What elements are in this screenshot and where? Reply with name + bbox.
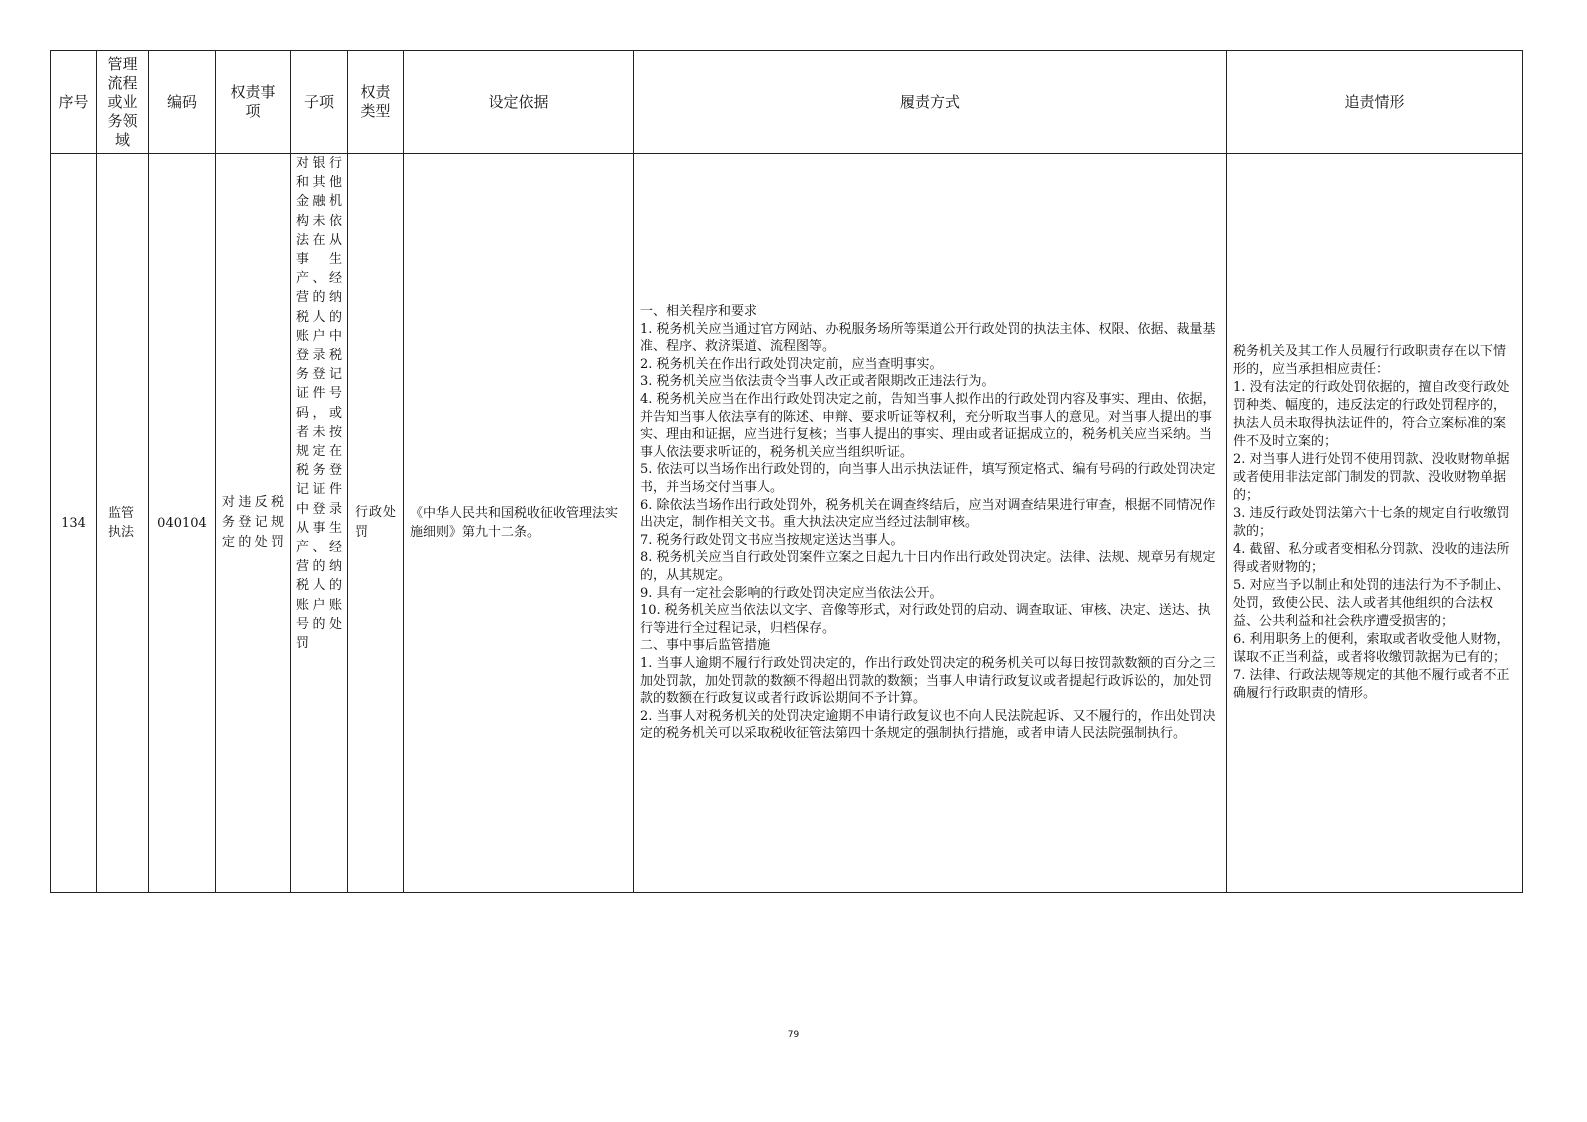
cell-type: 行政处罚: [348, 154, 404, 893]
header-method: 履责方式: [634, 51, 1227, 154]
method-line: 9. 具有一定社会影响的行政处罚决定应当依法公开。: [640, 585, 943, 601]
cell-domain: 监管执法: [97, 154, 149, 893]
header-accountability: 追责情形: [1227, 51, 1523, 154]
method-line: 5. 依法可以当场作出行政处罚的，向当事人出示执法证件，填写预定格式、编有号码的行政处罚决定书，并当场交付当事人。: [640, 462, 1216, 496]
method-line: 3. 税务机关应当依法责令当事人改正或者限期改正违法行为。: [640, 374, 995, 390]
table-header-row: [51, 51, 1523, 154]
duty-table: [50, 50, 1523, 893]
method-line: 2. 税务机关在作出行政处罚决定前，应当查明事实。: [640, 356, 943, 372]
method-line: 4. 税务机关应当在作出行政处罚决定之前，告知当事人拟作出的行政处罚内容及事实、理由、依据，并告知当事人依法享有的陈述、申辩、要求听证等权利，充分听取当事人的意见。对当事人提出的事实、理由和证据，应当进行复核；当事人提出的事实、理由或者证据成立的，税务机关应当采纳。当事人依法要求听证的，税务机关应当组织听证。: [640, 392, 1216, 460]
cell-basis: 《中华人民共和国税收征收管理法实施细则》第九十二条。: [404, 154, 634, 893]
cell-code: 040104: [149, 154, 216, 893]
accountability-line: 1. 没有法定的行政处罚依据的，擅自改变行政处罚种类、幅度的，违反法定的行政处罚程序的，执法人员未取得执法证件的，符合立案标准的案件不及时立案的；: [1233, 380, 1510, 449]
header-basis: 设定依据: [404, 51, 634, 154]
accountability-line: 4. 截留、私分或者变相私分罚款、没收的违法所得或者财物的；: [1233, 542, 1510, 575]
method-line: 7. 税务行政处罚文书应当按规定送达当事人。: [640, 532, 904, 548]
table-row: [51, 154, 1523, 893]
accountability-line: 7. 法律、行政法规等规定的其他不履行或者不正确履行行政职责的情形。: [1233, 668, 1510, 701]
method-line: 1. 当事人逾期不履行行政处罚决定的，作出行政处罚决定的税务机关可以每日按罚款数额的百分之三加处罚款，加处罚款的数额不得超出罚款的数额；当事人申请行政复议或者提起行政诉讼的，加处罚款的数额在行政复议或者行政诉讼期间不予计算。: [640, 655, 1216, 707]
method-line: 6. 除依法当场作出行政处罚外，税务机关在调查终结后，应当对调查结果进行审查，根据不同情况作出决定，制作相关文书。重大执法决定应当经过法制审核。: [640, 497, 1216, 531]
accountability-line: 2. 对当事人进行处罚不使用罚款、没收财物单据或者使用非法定部门制发的罚款、没收财物单据的；: [1233, 452, 1510, 503]
cell-subitem: 对银行和其他金融机构未依法在从事生产、经营的纳税人的账户中登录税务登记证件号码，或者未按规定在税务登记证件中登录从事生产、经营的纳税人的账户账号的处罚: [291, 154, 348, 893]
accountability-line: 5. 对应当予以制止和处罚的违法行为不予制止、处罚，致使公民、法人或者其他组织的合法权益、公共利益和社会秩序遭受损害的；: [1233, 578, 1510, 629]
cell-accountability: [1227, 154, 1523, 893]
method-line: 2. 当事人对税务机关的处罚决定逾期不申请行政复议也不向人民法院起诉、又不履行的，作出处罚决定的税务机关可以采取税收征管法第四十条规定的强制执行措施，或者申请人民法院强制执行。: [640, 708, 1216, 742]
header-code: 编码: [149, 51, 216, 154]
accountability-line: 6. 利用职务上的便利，索取或者收受他人财物，谋取不正当利益，或者将收缴罚款据为已有的；: [1233, 632, 1510, 665]
method-line: 8. 税务机关应当自行政处罚案件立案之日起九十日内作出行政处罚决定。法律、法规、规章另有规定的，从其规定。: [640, 550, 1216, 583]
method-line: 1. 税务机关应当通过官方网站、办税服务场所等渠道公开行政处罚的执法主体、权限、依据、裁量基准、程序、救济渠道、流程图等。: [640, 321, 1216, 355]
method-line: 二、事中事后监管措施: [640, 638, 771, 654]
page-number: 79: [787, 1030, 800, 1040]
header-subitem: 子项: [291, 51, 348, 154]
header-item: 权责事项: [216, 51, 291, 154]
accountability-line: 税务机关及其工作人员履行行政职责存在以下情形的，应当承担相应责任：: [1233, 344, 1507, 377]
cell-seq: 134: [51, 154, 97, 893]
method-line: 一、相关程序和要求: [640, 304, 758, 320]
header-type: 权责类型: [348, 51, 404, 154]
header-domain: 管理流程或业务领域: [97, 51, 149, 154]
cell-item: 对违反税务登记规定的处罚: [216, 154, 291, 893]
cell-method: [634, 154, 1227, 893]
accountability-line: 3. 违反行政处罚法第六十七条的规定自行收缴罚款的；: [1233, 506, 1510, 539]
header-seq: 序号: [51, 51, 97, 154]
method-line: 10. 税务机关应当依法以文字、音像等形式，对行政处罚的启动、调查取证、审核、决定、送达、执行等进行全过程记录，归档保存。: [640, 603, 1211, 636]
